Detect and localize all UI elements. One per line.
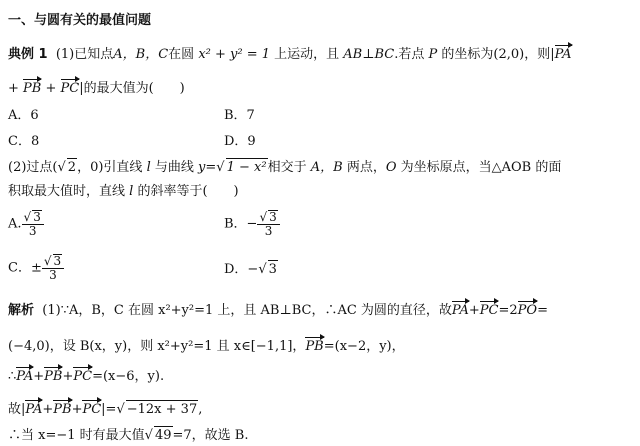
section-heading: 一、与圆有关的最值问题	[8, 13, 152, 28]
solution-label: 解析	[8, 303, 35, 318]
option-2b-frac: $\frac{√ 3}{3}$	[257, 210, 279, 238]
s1-vec-pa: PA	[451, 303, 469, 318]
option-2c	[8, 254, 64, 282]
q2-radicand: 1 − x²	[226, 160, 267, 175]
question-1-line-1	[8, 46, 572, 64]
q1-text: (1)已知点	[55, 47, 114, 62]
solution-line-4: 故|PA+PB+PC|=√ −12x + 37,	[8, 402, 203, 417]
s1-vec-pc: PC	[479, 303, 499, 318]
vector-pb: PB	[23, 81, 42, 96]
q2-origin: O	[385, 160, 397, 175]
q2-text-4: 相交于	[267, 160, 307, 175]
q2-text-6: 为坐标原点，当△AOB 的面	[400, 160, 562, 175]
s4-radicand: −12x + 37	[126, 402, 198, 417]
q2-text-7: 积取最大值时，直线	[8, 184, 126, 199]
q1-text-6: |的最大值为( )	[79, 81, 185, 96]
s3-vec-pb: PB	[44, 369, 63, 384]
s1-text: (1)∵A，B，C 在圆 x²+y²=1 上，且 AB⊥BC，∴AC 为圆的直径，故	[42, 303, 452, 318]
s1-text-3: =	[537, 303, 548, 318]
option-2a-label: A.	[8, 216, 22, 232]
s4-text-2: |=	[101, 402, 117, 417]
s4-vec-pa: PA	[25, 402, 43, 417]
s5-text: ∴当 x=−1 时有最大值	[8, 428, 145, 443]
q2-line-l: l	[146, 160, 151, 175]
s3-text: ∴	[8, 369, 17, 384]
option-2c-frac: $\frac{√ 3}{3}$	[42, 254, 64, 282]
option-2a-frac: $\frac{√ 3}{3}$	[22, 210, 44, 238]
s1-text-2: =2	[498, 303, 518, 318]
option-2b-label: B．−	[224, 216, 258, 232]
q1-text-5: 的坐标为(2,0)，则|	[441, 47, 555, 62]
s1-vec-po: PO	[517, 303, 538, 318]
q2-text-8: 的斜率等于( )	[137, 184, 239, 199]
q2-y: y	[198, 160, 206, 175]
option-2a	[8, 210, 44, 238]
q1-text-4: .若点	[394, 47, 425, 62]
example-label: 典例 1	[8, 47, 48, 62]
s4-text: 故|	[8, 402, 26, 417]
option-2b	[224, 210, 280, 238]
option-2d: D．−√ 3	[224, 262, 277, 277]
q2-root2: 2	[67, 160, 77, 175]
q1-circle-eq: x² + y² = 1	[198, 47, 270, 62]
q2-text-5: 两点，	[346, 160, 386, 175]
s2-vec-pb: PB	[305, 339, 324, 354]
q1-point-p: P	[428, 47, 438, 62]
option-2d-radicand: 3	[268, 262, 277, 277]
question-2-line-1: (2)过点(√ 2，0)引直线 l 与曲线 y=√ 1 − x²相交于 A，B 两点，O 为坐标原点，当△AOB 的面	[8, 160, 562, 175]
option-2d-label: D．−	[224, 262, 259, 277]
s2-text: (−4,0)，设 B(x，y)，则 x²+y²=1 且 x∈[−1,1]，	[8, 339, 306, 354]
s5-text-2: =7，故选 B.	[172, 428, 249, 443]
s3-vec-pc: PC	[73, 369, 93, 384]
q1-points: A，B，C	[113, 47, 169, 62]
s4-text-3: ,	[198, 402, 203, 417]
q2-text: (2)过点(	[8, 160, 58, 175]
solution-line-3: ∴PA+PB+PC=(x−6，y).	[8, 369, 165, 384]
question-2-line-2	[8, 183, 239, 201]
option-2c-label: C．±	[8, 260, 42, 276]
option-1a: A．6	[8, 108, 39, 123]
s4-vec-pc: PC	[82, 402, 102, 417]
option-1c: C．8	[8, 134, 40, 149]
vector-pc: PC	[60, 81, 80, 96]
q1-text-2: 在圆	[168, 47, 195, 62]
solution-line-2	[8, 338, 405, 356]
q2-text-3: 与曲线	[154, 160, 194, 175]
option-1b: B．7	[224, 108, 255, 123]
solution-line-5: ∴当 x=−1 时有最大值√ 49=7，故选 B.	[8, 428, 249, 443]
q1-perp: AB⊥BC	[343, 47, 395, 62]
s2-text-2: =(x−2，y)，	[323, 339, 405, 354]
q2-text-2: ，0)引直线	[77, 160, 143, 175]
q1-text-3: 上运动，且	[274, 47, 340, 62]
s3-text-2: =(x−6，y).	[92, 369, 165, 384]
s3-vec-pa: PA	[16, 369, 34, 384]
vector-pa: PA	[554, 47, 572, 62]
s4-vec-pb: PB	[53, 402, 72, 417]
question-1-line-2: + PB + PC|的最大值为( )	[8, 81, 185, 96]
q2-points: A，B	[310, 160, 343, 175]
solution-line-1: 解析 (1)∵A，B，C 在圆 x²+y²=1 上，且 AB⊥BC，∴AC 为圆的直径，故PA+PC=2PO=	[8, 303, 548, 318]
q2-line-l-2: l	[129, 184, 134, 199]
option-1d: D．9	[224, 134, 256, 149]
s5-radicand: 49	[154, 428, 172, 443]
